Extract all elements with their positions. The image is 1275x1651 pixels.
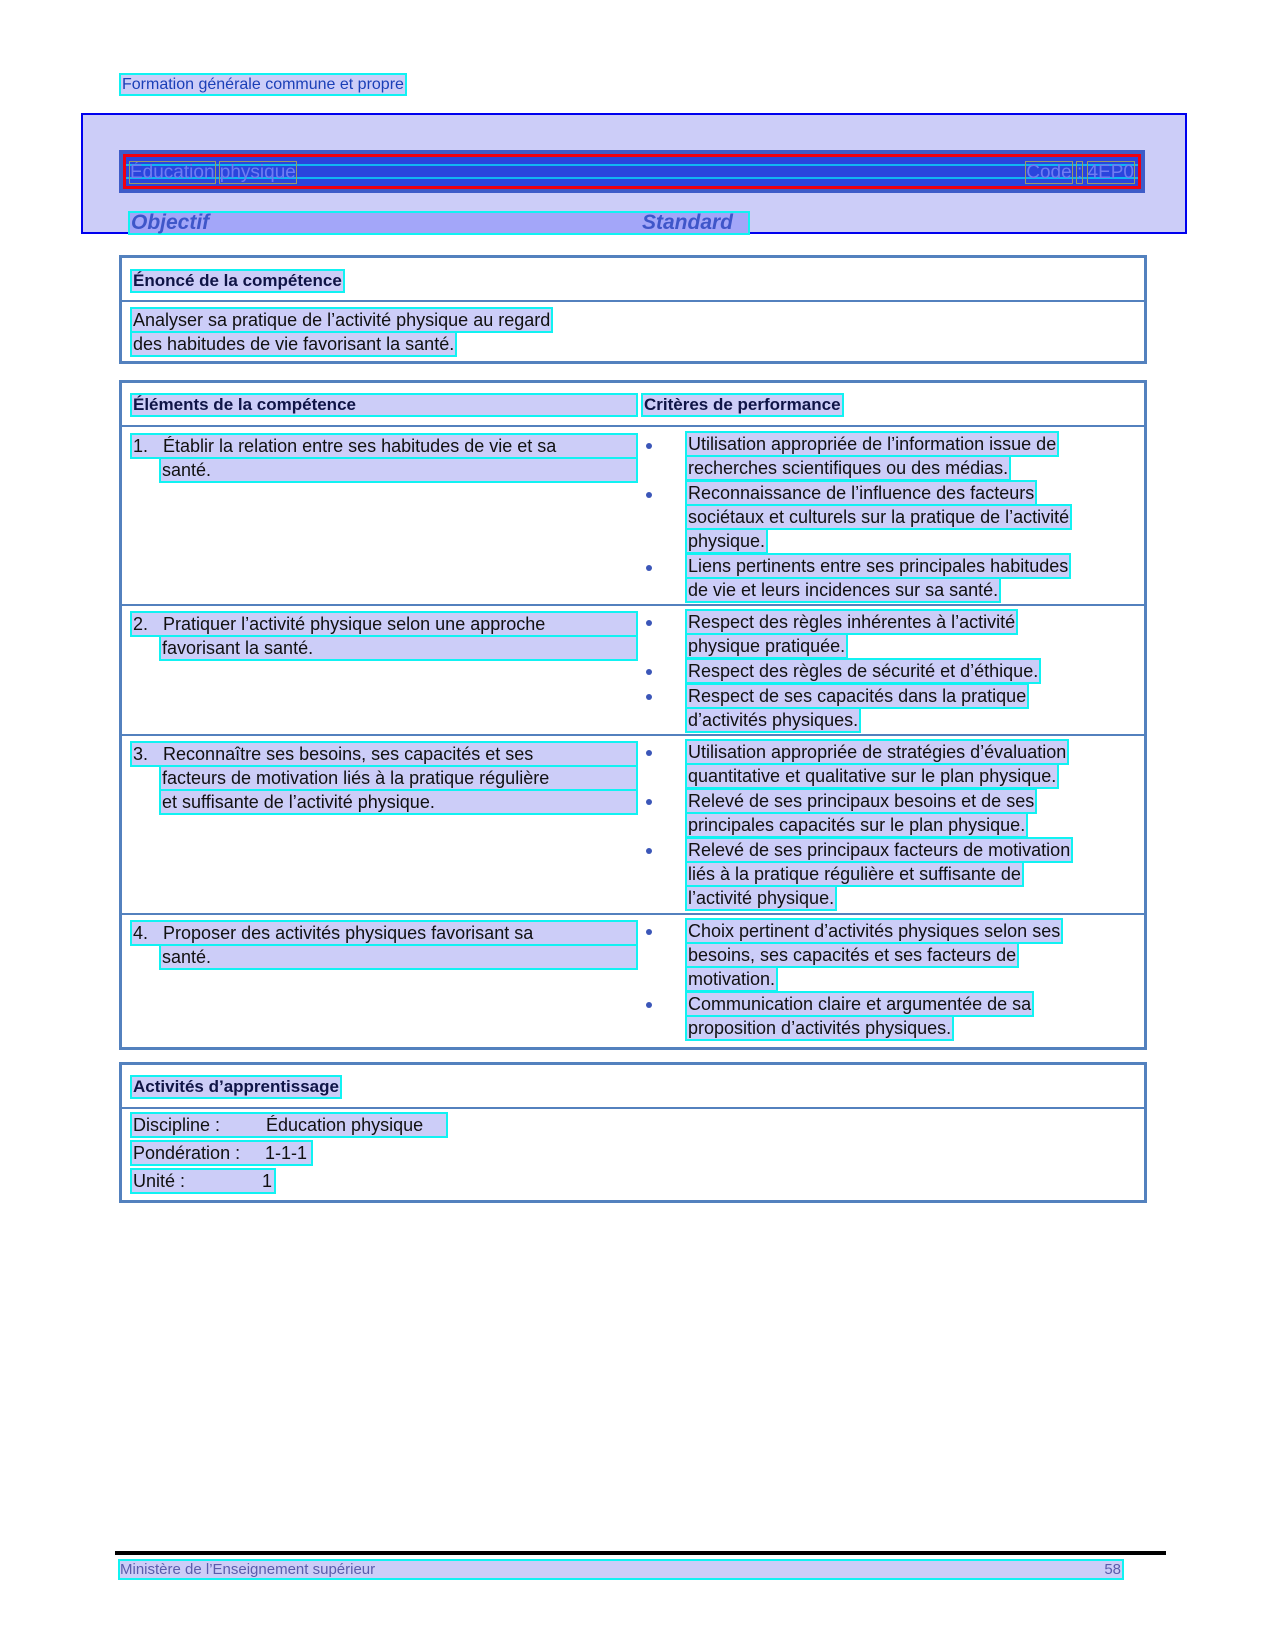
element-line bbox=[132, 922, 636, 944]
criterion-line: Respect des règles de sécurité et d’éthique. bbox=[688, 661, 1039, 681]
unite-field bbox=[132, 1170, 274, 1192]
table-row bbox=[122, 734, 1144, 913]
element-line bbox=[132, 743, 636, 765]
course-title bbox=[130, 163, 296, 183]
bullet-icon bbox=[646, 620, 652, 626]
criterion-line: d’activités physiques. bbox=[688, 710, 859, 730]
criterion-line: Reconnaissance de l’influence des facteurs bbox=[688, 483, 1035, 503]
section-label: Formation générale commune et propre bbox=[122, 76, 404, 93]
ministry-label: Ministère de l’Enseignement supérieur bbox=[120, 1561, 376, 1578]
element-line: facteurs de motivation liés à la pratique régulière bbox=[161, 767, 636, 789]
element-line: santé. bbox=[161, 946, 636, 968]
element-text: Établir la relation entre ses habitudes de vie et sa bbox=[163, 436, 557, 456]
criterion-line: l’activité physique. bbox=[688, 888, 835, 908]
criterion-line: proposition d’activités physiques. bbox=[688, 1018, 952, 1038]
ponderation-value: 1-1-1 bbox=[265, 1143, 308, 1163]
element-line: et suffisante de l’activité physique. bbox=[161, 791, 636, 813]
criterion-line: principales capacités sur le plan physique. bbox=[688, 815, 1026, 835]
criterion-line: physique. bbox=[688, 531, 766, 551]
criterion-line: liés à la pratique régulière et suffisante de bbox=[688, 864, 1021, 884]
criterion-line: quantitative et qualitative sur le plan physique. bbox=[688, 766, 1057, 786]
course-code bbox=[1026, 163, 1134, 183]
elements-heading: Éléments de la compétence bbox=[132, 395, 636, 415]
bullet-icon bbox=[646, 848, 652, 854]
enonce-line: des habitudes de vie favorisant la santé. bbox=[133, 334, 455, 354]
table-row bbox=[122, 427, 1144, 604]
footer-rule bbox=[115, 1551, 1166, 1555]
page-footer bbox=[120, 1561, 1122, 1578]
criterion-line: Utilisation appropriée de l’information issue de bbox=[688, 434, 1057, 454]
bullet-icon bbox=[646, 750, 652, 756]
objectif-label: Objectif bbox=[131, 211, 210, 234]
activites-heading: Activités d’apprentissage bbox=[133, 1077, 339, 1096]
code-value: 4EP0 bbox=[1087, 162, 1134, 183]
element-text: 2. bbox=[133, 614, 149, 634]
course-title-word: physique bbox=[219, 162, 296, 183]
bullet-icon bbox=[646, 443, 652, 449]
ponderation-field bbox=[132, 1142, 311, 1164]
objectif-standard-row bbox=[130, 213, 748, 233]
criterion-line: Relevé de ses principaux besoins et de ses bbox=[688, 791, 1035, 811]
standard-label: Standard bbox=[642, 211, 734, 234]
criterion-line: Respect de ses capacités dans la pratique bbox=[688, 686, 1027, 706]
element-text: 4. bbox=[133, 923, 149, 943]
elements-table bbox=[119, 380, 1147, 1050]
criterion-line: Relevé de ses principaux facteurs de motivation bbox=[688, 840, 1071, 860]
discipline-field bbox=[132, 1114, 446, 1136]
discipline-value: Éducation physique bbox=[266, 1115, 424, 1135]
bullet-icon bbox=[646, 492, 652, 498]
element-text: Pratiquer l’activité physique selon une approche bbox=[163, 614, 546, 634]
bullet-icon bbox=[646, 565, 652, 571]
criterion-line: motivation. bbox=[688, 969, 776, 989]
course-title-bar bbox=[119, 150, 1145, 193]
page-number: 58 bbox=[1104, 1561, 1121, 1578]
criterion-line: Utilisation appropriée de stratégies d’évaluation bbox=[688, 742, 1067, 762]
bullet-icon bbox=[646, 694, 652, 700]
element-line bbox=[132, 613, 636, 635]
element-text: 1. bbox=[133, 436, 149, 456]
bullet-icon bbox=[646, 929, 652, 935]
element-line: santé. bbox=[161, 459, 636, 481]
elements-table-header bbox=[122, 383, 1144, 427]
element-text: Reconnaître ses besoins, ses capacités et ses bbox=[163, 744, 534, 764]
bullet-icon bbox=[646, 669, 652, 675]
criteria-heading: Critères de performance bbox=[644, 395, 841, 414]
code-separator: : bbox=[1076, 162, 1083, 183]
code-label: Code bbox=[1026, 162, 1072, 183]
bullet-icon bbox=[646, 1002, 652, 1008]
unite-value: 1 bbox=[261, 1171, 272, 1191]
criterion-line: physique pratiquée. bbox=[688, 636, 846, 656]
course-title-word: Éducation bbox=[130, 162, 215, 183]
bullet-icon bbox=[646, 799, 652, 805]
criterion-line: de vie et leurs incidences sur sa santé. bbox=[688, 580, 999, 600]
criterion-line: besoins, ses capacités et ses facteurs de bbox=[688, 945, 1017, 965]
element-line: favorisant la santé. bbox=[161, 637, 636, 659]
element-text: Proposer des activités physiques favorisant sa bbox=[163, 923, 534, 943]
enonce-heading: Énoncé de la compétence bbox=[133, 271, 342, 290]
criterion-line: Liens pertinents entre ses principales habitudes bbox=[688, 556, 1069, 576]
table-row bbox=[122, 913, 1144, 1045]
criterion-line: Communication claire et argumentée de sa bbox=[688, 994, 1032, 1014]
criterion-line: sociétaux et culturels sur la pratique de l’activité bbox=[688, 507, 1070, 527]
criterion-line: Choix pertinent d’activités physiques selon ses bbox=[688, 921, 1061, 941]
enonce-line: Analyser sa pratique de l’activité physique au regard bbox=[133, 310, 551, 330]
activites-box bbox=[119, 1062, 1147, 1203]
element-text: 3. bbox=[133, 744, 149, 764]
enonce-box bbox=[119, 255, 1147, 364]
discipline-label: Discipline : bbox=[133, 1115, 221, 1135]
criterion-line: recherches scientifiques ou des médias. bbox=[688, 458, 1009, 478]
ponderation-label: Pondération : bbox=[133, 1143, 241, 1163]
unite-label: Unité : bbox=[133, 1171, 186, 1191]
element-line bbox=[132, 435, 636, 457]
criterion-line: Respect des règles inhérentes à l’activité bbox=[688, 612, 1016, 632]
table-row bbox=[122, 604, 1144, 734]
